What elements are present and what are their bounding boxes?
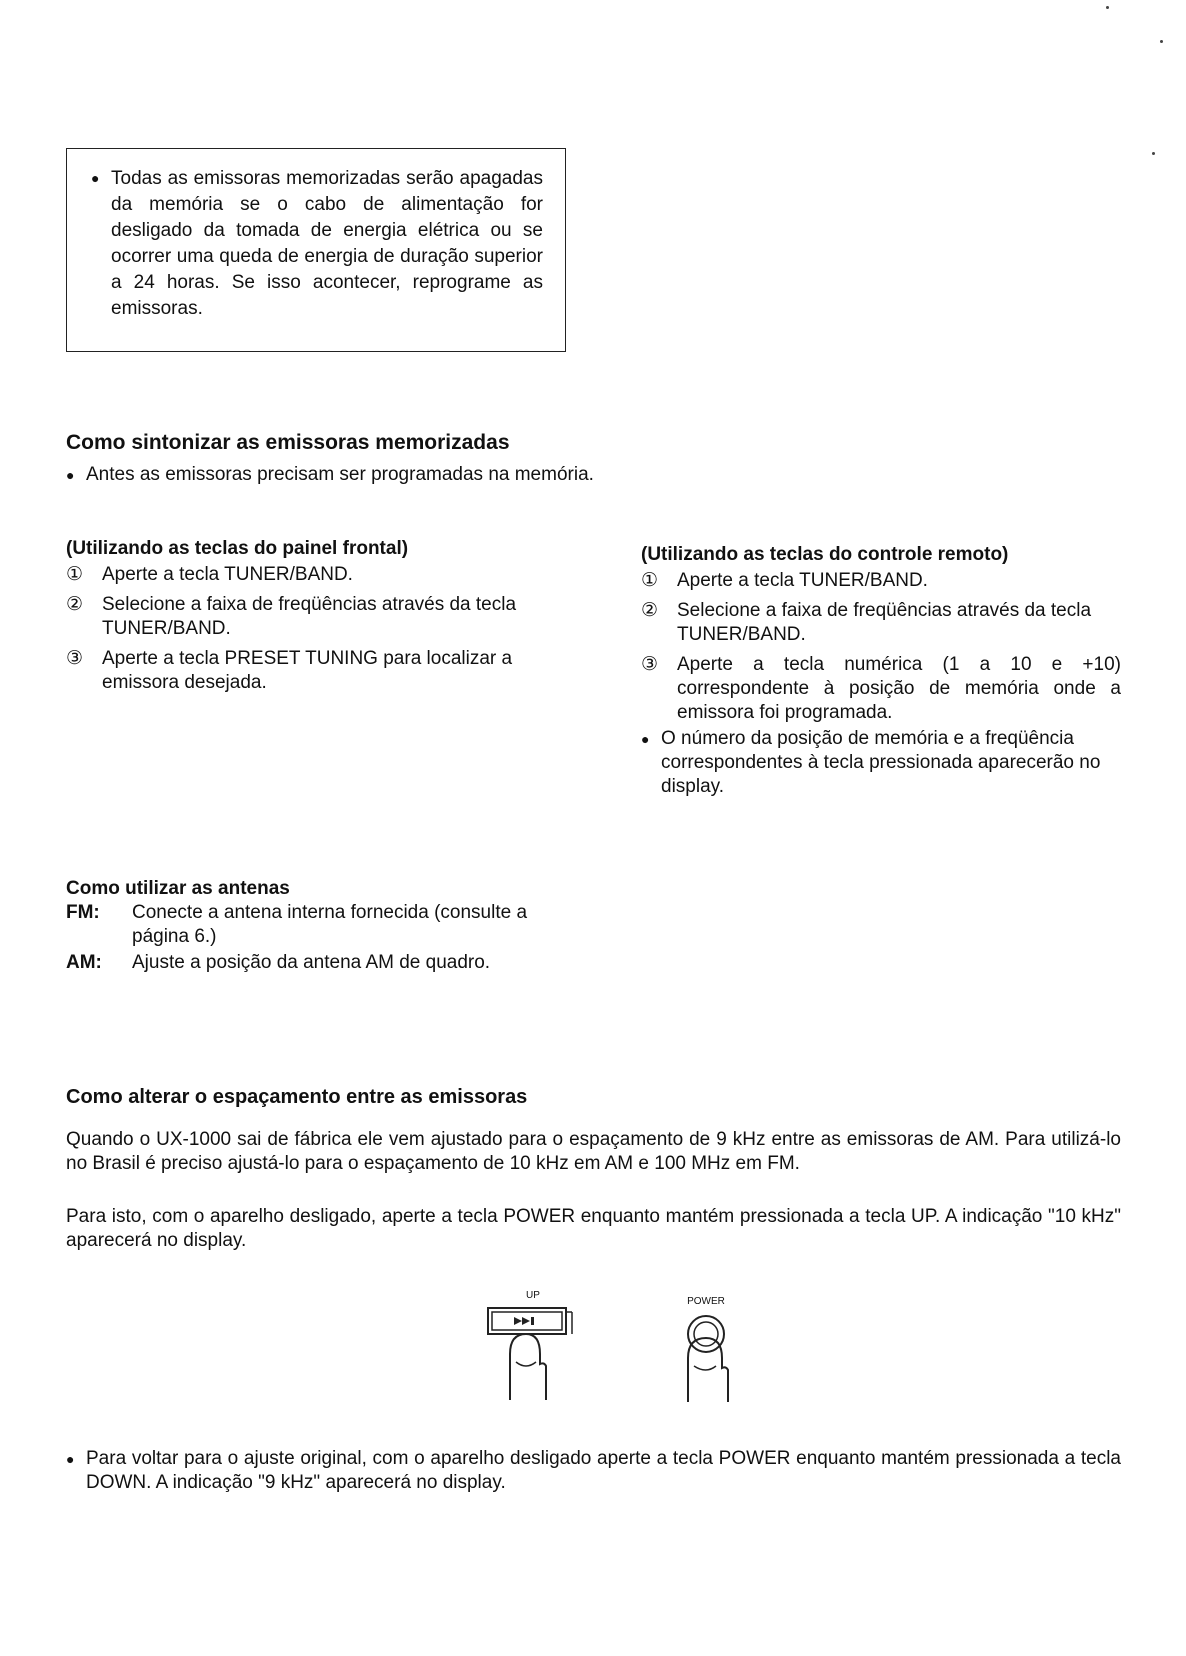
remote-column <box>641 543 1121 799</box>
fm-label: FM: <box>66 902 100 923</box>
step-text: Selecione a faixa de freqüências através da tecla TUNER/BAND. <box>102 594 517 639</box>
step-number: ③ <box>66 648 84 669</box>
am-row <box>66 951 586 975</box>
remote-step-3 <box>641 653 1121 725</box>
step-text: Aperte a tecla TUNER/BAND. <box>102 564 353 585</box>
front-step-3 <box>66 647 566 695</box>
remote-title: (Utilizando as teclas do controle remoto) <box>641 544 1009 565</box>
scan-speck <box>1106 6 1109 9</box>
antennas-heading: Como utilizar as antenas <box>66 878 290 899</box>
remote-step-1 <box>641 569 1121 593</box>
am-label: AM: <box>66 952 102 973</box>
bullet-icon: ● <box>66 1451 75 1467</box>
spacing-para-2: Para isto, com o aparelho desligado, aperte a tecla POWER enquanto mantém pressionada a tecla UP. A indicação "10 kHz" aparecerá no display. <box>66 1206 1121 1251</box>
up-label: UP <box>526 1290 540 1301</box>
remote-step-2 <box>641 599 1121 647</box>
note-box <box>66 148 566 352</box>
remote-bullet-text: O número da posição de memória e a freqüência correspondentes à tecla pressionada aparecerão no display. <box>661 728 1101 797</box>
remote-bullet <box>641 727 1121 799</box>
step-text: Aperte a tecla TUNER/BAND. <box>677 570 928 591</box>
front-step-2 <box>66 593 566 641</box>
bullet-icon: ● <box>641 731 650 747</box>
note-text: Todas as emissoras memorizadas serão apagadas da memória se o cabo de alimentação for desligado da tomada de energia elétrica ou se ocorrer uma queda de energia de duração superior a 24 horas. Se isso acontecer, reprograme as emissoras. <box>111 168 543 319</box>
step-number: ① <box>66 564 84 585</box>
step-number: ② <box>66 594 84 615</box>
am-text: Ajuste a posição da antena AM de quadro. <box>132 952 491 973</box>
step-number: ③ <box>641 654 659 675</box>
front-step-1 <box>66 563 566 587</box>
step-text: Aperte a tecla PRESET TUNING para localizar a emissora desejada. <box>102 648 513 693</box>
spacing-bullet-text: Para voltar para o ajuste original, com o aparelho desligado aperte a tecla POWER enquanto mantém pressionada a tecla DOWN. A indicação "9 kHz" aparecerá no display. <box>86 1448 1121 1493</box>
spacing-bullet <box>66 1447 1121 1495</box>
power-button-figure <box>666 1296 746 1406</box>
antennas-section <box>66 877 586 975</box>
front-panel-title: (Utilizando as teclas do painel frontal) <box>66 538 409 559</box>
scan-speck <box>1152 152 1155 155</box>
spacing-heading: Como alterar o espaçamento entre as emissoras <box>66 1086 528 1108</box>
power-label: POWER <box>687 1296 725 1307</box>
fm-text: Conecte a antena interna fornecida (consulte a página 6.) <box>132 902 528 947</box>
memorized-bullet-text: Antes as emissoras precisam ser programadas na memória. <box>86 464 594 485</box>
finger-pressing-up-icon <box>478 1304 588 1404</box>
step-text: Selecione a faixa de freqüências através da tecla TUNER/BAND. <box>677 600 1092 645</box>
spacing-para-1: Quando o UX-1000 sai de fábrica ele vem ajustado para o espaçamento de 9 kHz entre as emissoras de AM. Para utilizá-lo no Brasil é preciso ajustá-lo para o espaçamento de 10 kHz em AM e 100 MHz em FM. <box>66 1129 1121 1174</box>
fm-row <box>66 901 586 949</box>
step-number: ② <box>641 600 659 621</box>
bullet-icon: ● <box>66 467 75 483</box>
step-text: Aperte a tecla numérica (1 a 10 e +10) correspondente à posição de memória onde a emissora foi programada. <box>677 654 1121 723</box>
up-button-figure <box>478 1290 588 1405</box>
memorized-bullet <box>66 463 766 487</box>
finger-pressing-power-icon <box>666 1310 746 1406</box>
memorized-heading: Como sintonizar as emissoras memorizadas <box>66 431 510 454</box>
front-panel-column <box>66 537 566 701</box>
bullet-icon: ● <box>91 170 100 186</box>
scan-speck <box>1160 40 1163 43</box>
note-item <box>91 166 543 322</box>
step-number: ① <box>641 570 659 591</box>
